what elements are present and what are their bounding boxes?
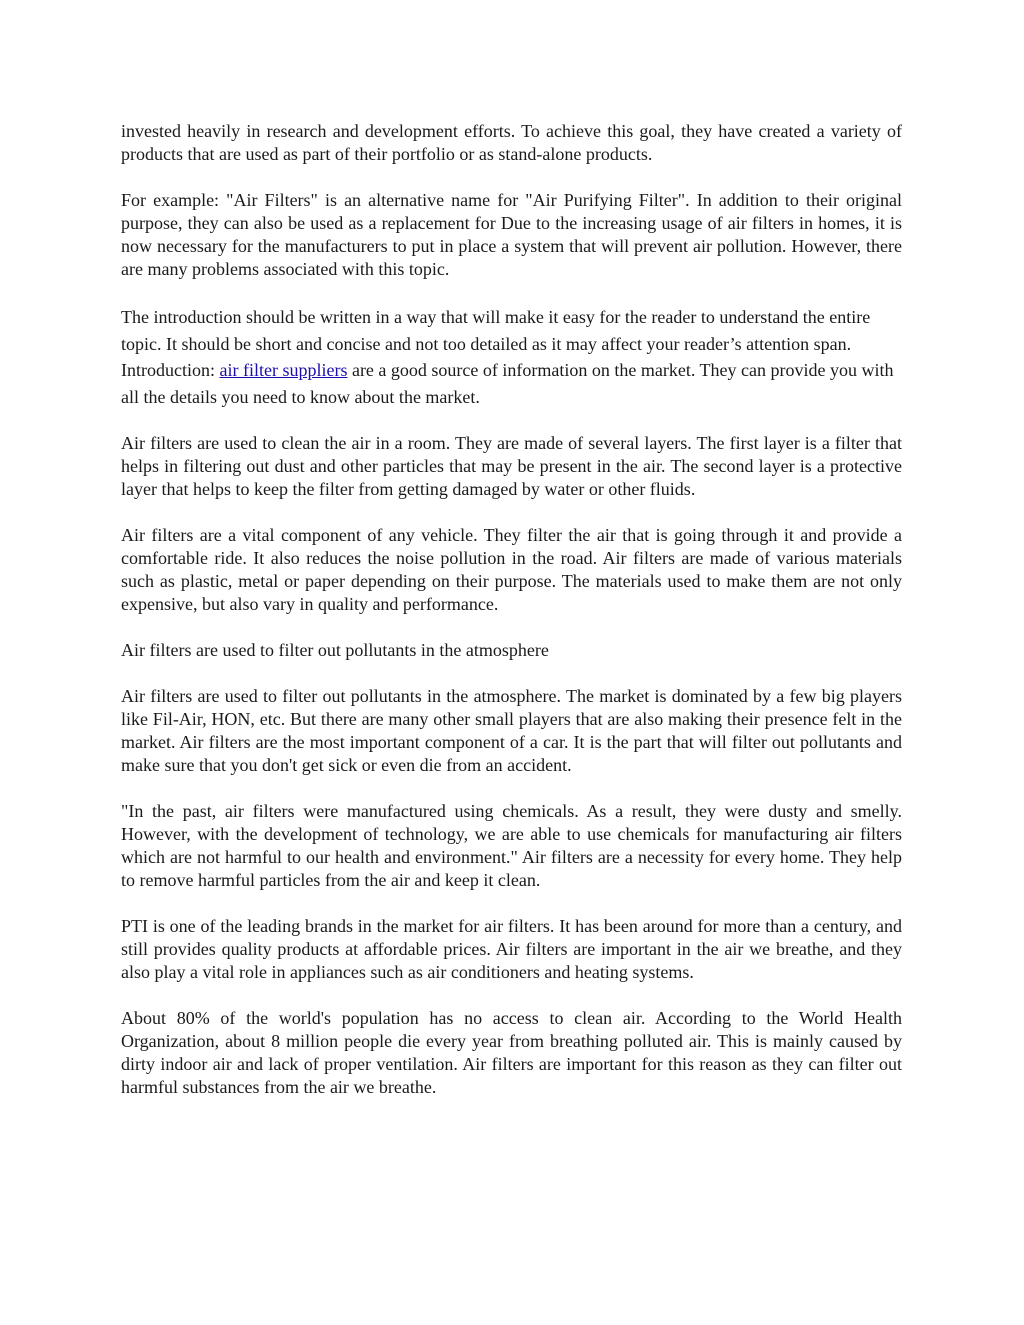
paragraph-3 <box>121 304 902 410</box>
paragraph-6: Air filters are used to filter out pollutants in the atmosphere <box>121 640 549 660</box>
paragraph-2: For example: "Air Filters" is an alternative name for "Air Purifying Filter". In addition to their original purpose, they can also be used as a replacement for Due to the increasing usage of air filters in homes, it is now necessary for the manufacturers to put in place a system that will prevent air pollution. However, there are many problems associated with this topic. <box>121 190 902 279</box>
paragraph-3-text-after-link: are a good source of information on the market. They can provide you with all the details you need to know about the market. <box>121 360 894 407</box>
paragraph-7: Air filters are used to filter out pollutants in the atmosphere. The market is dominated by a few big players like Fil-Air, HON, etc. But there are many other small players that are also making their presence felt in the market. Air filters are the most important component of a car. It is the part that will filter out pollutants and make sure that you don't get sick or even die from an accident. <box>121 686 902 775</box>
document-page <box>121 120 902 1122</box>
paragraph-5: Air filters are a vital component of any vehicle. They filter the air that is going through it and provide a comfortable ride. It also reduces the noise pollution in the road. Air filters are made of various materials such as plastic, metal or paper depending on their purpose. The materials used to make them are not only expensive, but also vary in quality and performance. <box>121 525 902 614</box>
paragraph-9: PTI is one of the leading brands in the market for air filters. It has been around for more than a century, and still provides quality products at affordable prices. Air filters are important in the air we breathe, and they also play a vital role in appliances such as air conditioners and heating systems. <box>121 916 902 982</box>
air-filter-suppliers-link[interactable]: air filter suppliers <box>219 360 348 380</box>
paragraph-4: Air filters are used to clean the air in a room. They are made of several layers. The first layer is a filter that helps in filtering out dust and other particles that may be present in the air. The second layer is a protective layer that helps to keep the filter from getting damaged by water or other fluids. <box>121 433 902 499</box>
paragraph-8: "In the past, air filters were manufactured using chemicals. As a result, they were dusty and smelly. However, with the development of technology, we are able to use chemicals for manufacturing air filters which are not harmful to our health and environment." Air filters are a necessity for every home. They help to remove harmful particles from the air and keep it clean. <box>121 801 902 890</box>
paragraph-3-text-before-link: The introduction should be written in a way that will make it easy for the reader to understand the entire topic. It should be short and concise and not too detailed as it may affect your reader’s attention span. Introduction: <box>121 307 871 380</box>
paragraph-10: About 80% of the world's population has no access to clean air. According to the World Health Organization, about 8 million people die every year from breathing polluted air. This is mainly caused by dirty indoor air and lack of proper ventilation. Air filters are important for this reason as they can filter out harmful substances from the air we breathe. <box>121 1008 902 1097</box>
paragraph-1: invested heavily in research and development efforts. To achieve this goal, they have created a variety of products that are used as part of their portfolio or as stand-alone products. <box>121 121 902 164</box>
